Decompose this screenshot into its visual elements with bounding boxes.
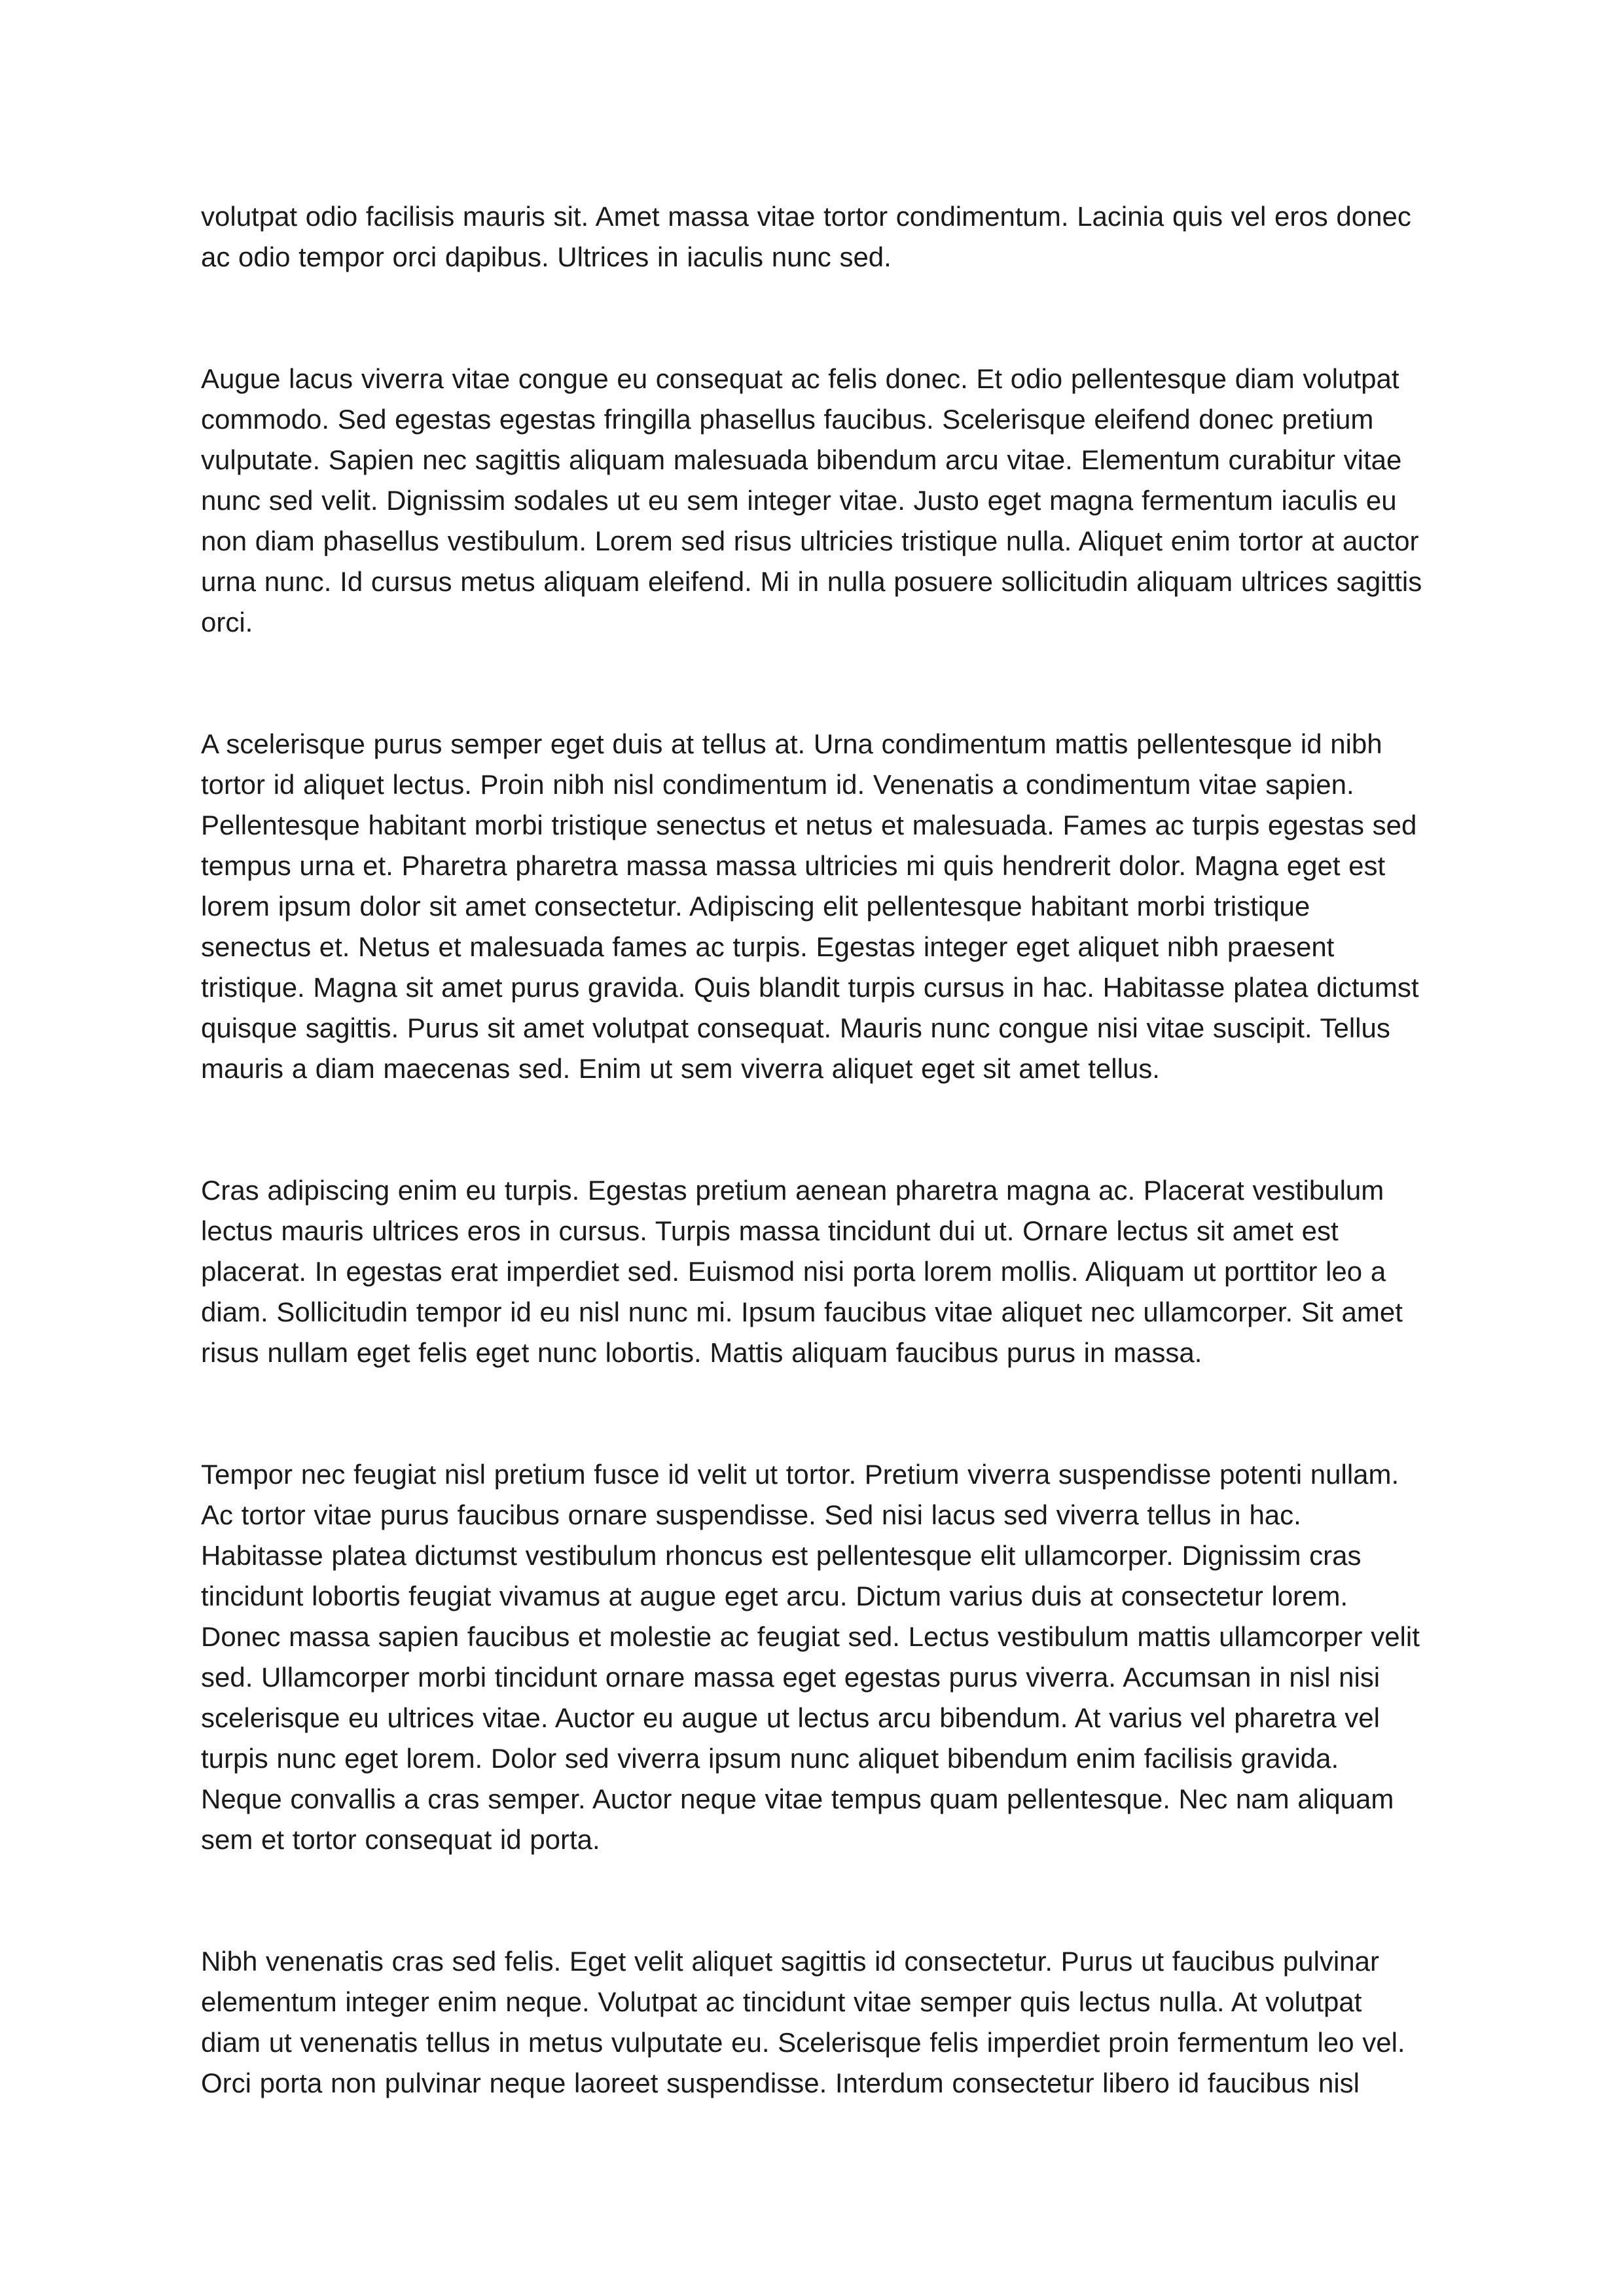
paragraph-6: Nibh venenatis cras sed felis. Eget velit aliquet sagittis id consectetur. Purus ut faucibus pulvinar elementum integer enim neque. Volutpat ac tincidunt vitae semper quis lectus nulla. At volutpat diam ut venenatis tellus in metus vulputate eu. Scelerisque felis imperdiet proin fermentum leo vel. Orci porta non pulvinar neque laoreet suspendisse. Interdum consectetur libero id faucibus nisl [201, 1946, 1405, 2098]
paragraph-2: Augue lacus viverra vitae congue eu consequat ac felis donec. Et odio pellentesque diam volutpat commodo. Sed egestas egestas fringilla phasellus faucibus. Scelerisque eleifend donec pretium vulputate. Sapien nec sagittis aliquam malesuada bibendum arcu vitae. Elementum curabitur vitae nunc sed velit. Dignissim sodales ut eu sem integer vitae. Justo eget magna fermentum iaculis eu non diam phasellus vestibulum. Lorem sed risus ultricies tristique nulla. Aliquet enim tortor at auctor urna nunc. Id cursus metus aliquam eleifend. Mi in nulla posuere sollicitudin aliquam ultrices sagittis orci. [201, 363, 1422, 637]
paragraph-4: Cras adipiscing enim eu turpis. Egestas pretium aenean pharetra magna ac. Placerat vestibulum lectus mauris ultrices eros in cursus. Turpis massa tincidunt dui ut. Ornare lectus sit amet est placerat. In egestas erat imperdiet sed. Euismod nisi porta lorem mollis. Aliquam ut porttitor leo a diam. Sollicitudin tempor id eu nisl nunc mi. Ipsum faucibus vitae aliquet nec ullamcorper. Sit amet risus nullam eget felis eget nunc lobortis. Mattis aliquam faucibus purus in massa. [201, 1175, 1403, 1368]
paragraph-1: volutpat odio facilisis mauris sit. Amet massa vitae tortor condimentum. Lacinia quis vel eros donec ac odio tempor orci dapibus. Ultrices in iaculis nunc sed. [201, 201, 1411, 272]
paragraph-3: A scelerisque purus semper eget duis at tellus at. Urna condimentum mattis pellentesque id nibh tortor id aliquet lectus. Proin nibh nisl condimentum id. Venenatis a condimentum vitae sapien. Pellentesque habitant morbi tristique senectus et netus et malesuada. Fames ac turpis egestas sed tempus urna et. Pharetra pharetra massa massa ultricies mi quis hendrerit dolor. Magna eget est lorem ipsum dolor sit amet consectetur. Adipiscing elit pellentesque habitant morbi tristique senectus et. Netus et malesuada fames ac turpis. Egestas integer eget aliquet nibh praesent tristique. Magna sit amet purus gravida. Quis blandit turpis cursus in hac. Habitasse platea dictumst quisque sagittis. Purus sit amet volutpat consequat. Mauris nunc congue nisi vitae suscipit. Tellus mauris a diam maecenas sed. Enim ut sem viverra aliquet eget sit amet tellus. [201, 728, 1419, 1084]
paragraph-5: Tempor nec feugiat nisl pretium fusce id velit ut tortor. Pretium viverra suspendisse potenti nullam. Ac tortor vitae purus faucibus ornare suspendisse. Sed nisi lacus sed viverra tellus in hac. Habitasse platea dictumst vestibulum rhoncus est pellentesque elit ullamcorper. Dignissim cras tincidunt lobortis feugiat vivamus at augue eget arcu. Dictum varius duis at consectetur lorem. Donec massa sapien faucibus et molestie ac feugiat sed. Lectus vestibulum mattis ullamcorper velit sed. Ullamcorper morbi tincidunt ornare massa eget egestas purus viverra. Accumsan in nisl nisi scelerisque eu ultrices vitae. Auctor eu augue ut lectus arcu bibendum. At varius vel pharetra vel turpis nunc eget lorem. Dolor sed viverra ipsum nunc aliquet bibendum enim facilisis gravida. Neque convallis a cras semper. Auctor neque vitae tempus quam pellentesque. Nec nam aliquam sem et tortor consequat id porta. [201, 1459, 1420, 1855]
